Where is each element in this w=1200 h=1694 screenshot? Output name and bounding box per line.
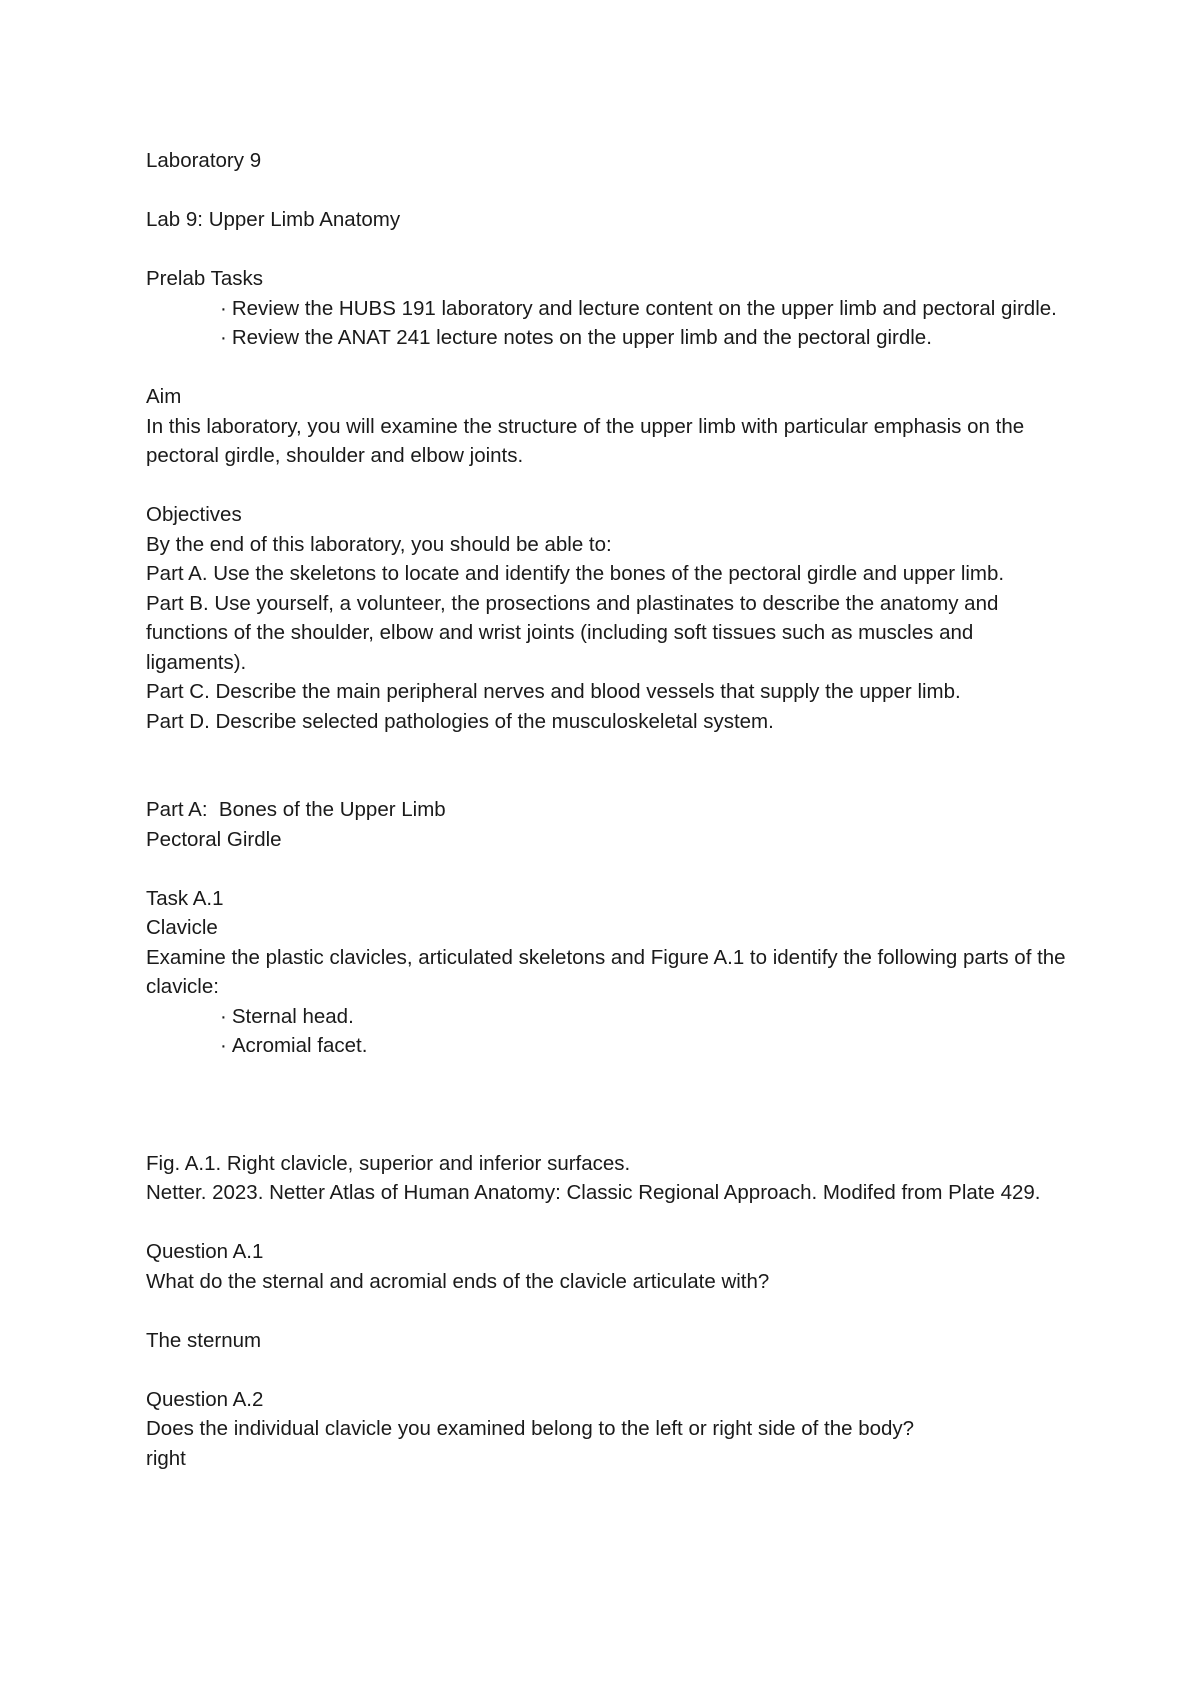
objective-item: Part C. Describe the main peripheral nerves and blood vessels that supply the upper limb. bbox=[146, 680, 961, 703]
objectives-heading: Objectives bbox=[146, 503, 242, 526]
figure-a1-source: Netter. 2023. Netter Atlas of Human Anatomy: Classic Regional Approach. Modifed from Plate 429. bbox=[146, 1181, 1041, 1204]
objectives-intro: By the end of this laboratory, you should be able to: bbox=[146, 532, 612, 556]
document-page bbox=[146, 146, 1072, 1473]
bullet-icon: · bbox=[220, 1004, 227, 1028]
task-a1-heading: Task A.1 bbox=[146, 886, 224, 910]
objective-item: Part A. Use the skeletons to locate and identify the bones of the pectoral girdle and upper limb. bbox=[146, 562, 1005, 585]
question-a2-text: Does the individual clavicle you examined belong to the left or right side of the body? bbox=[146, 1417, 915, 1440]
prelab-heading: Prelab Tasks bbox=[146, 267, 263, 290]
lab-number: Laboratory 9 bbox=[146, 149, 262, 172]
prelab-item: · Review the ANAT 241 lecture notes on the upper limb and the pectoral girdle. bbox=[220, 326, 932, 349]
aim-heading: Aim bbox=[146, 385, 182, 408]
prelab-item: · Review the HUBS 191 laboratory and lecture content on the upper limb and pectoral girdle. bbox=[220, 296, 1057, 320]
bullet-icon: · bbox=[220, 296, 227, 320]
bullet-icon: · bbox=[220, 326, 227, 349]
part-a-subheading: Pectoral Girdle bbox=[146, 827, 282, 851]
question-a1-text: What do the sternal and acromial ends of the clavicle articulate with? bbox=[146, 1269, 770, 1293]
question-a2-heading: Question A.2 bbox=[146, 1387, 264, 1411]
task-a1-text: Examine the plastic clavicles, articulated skeletons and Figure A.1 to identify the following parts of the clavicle: bbox=[146, 945, 1072, 998]
question-a1-heading: Question A.1 bbox=[146, 1240, 264, 1263]
objective-item: Part B. Use yourself, a volunteer, the prosections and plastinates to describe the anatomy and functions of the shoulder, elbow and wrist joints (including soft tissues such as muscles and ligaments). bbox=[146, 591, 1005, 674]
task-a1-item: · Sternal head. bbox=[220, 1004, 354, 1028]
task-a1-item: · Acromial facet. bbox=[220, 1034, 368, 1057]
figure-a1-caption: Fig. A.1. Right clavicle, superior and inferior surfaces. bbox=[146, 1151, 631, 1175]
aim-text: In this laboratory, you will examine the structure of the upper limb with particular emphasis on the pectoral girdle, shoulder and elbow joints. bbox=[146, 414, 1030, 467]
lab-title: Lab 9: Upper Limb Anatomy bbox=[146, 208, 401, 231]
bullet-icon: · bbox=[220, 1034, 227, 1057]
question-a2-answer: right bbox=[146, 1446, 186, 1470]
part-a-heading: Part A: Bones of the Upper Limb bbox=[146, 798, 446, 821]
objective-item: Part D. Describe selected pathologies of the musculoskeletal system. bbox=[146, 709, 774, 733]
question-a1-answer: The sternum bbox=[146, 1328, 262, 1352]
task-a1-subheading: Clavicle bbox=[146, 916, 218, 939]
